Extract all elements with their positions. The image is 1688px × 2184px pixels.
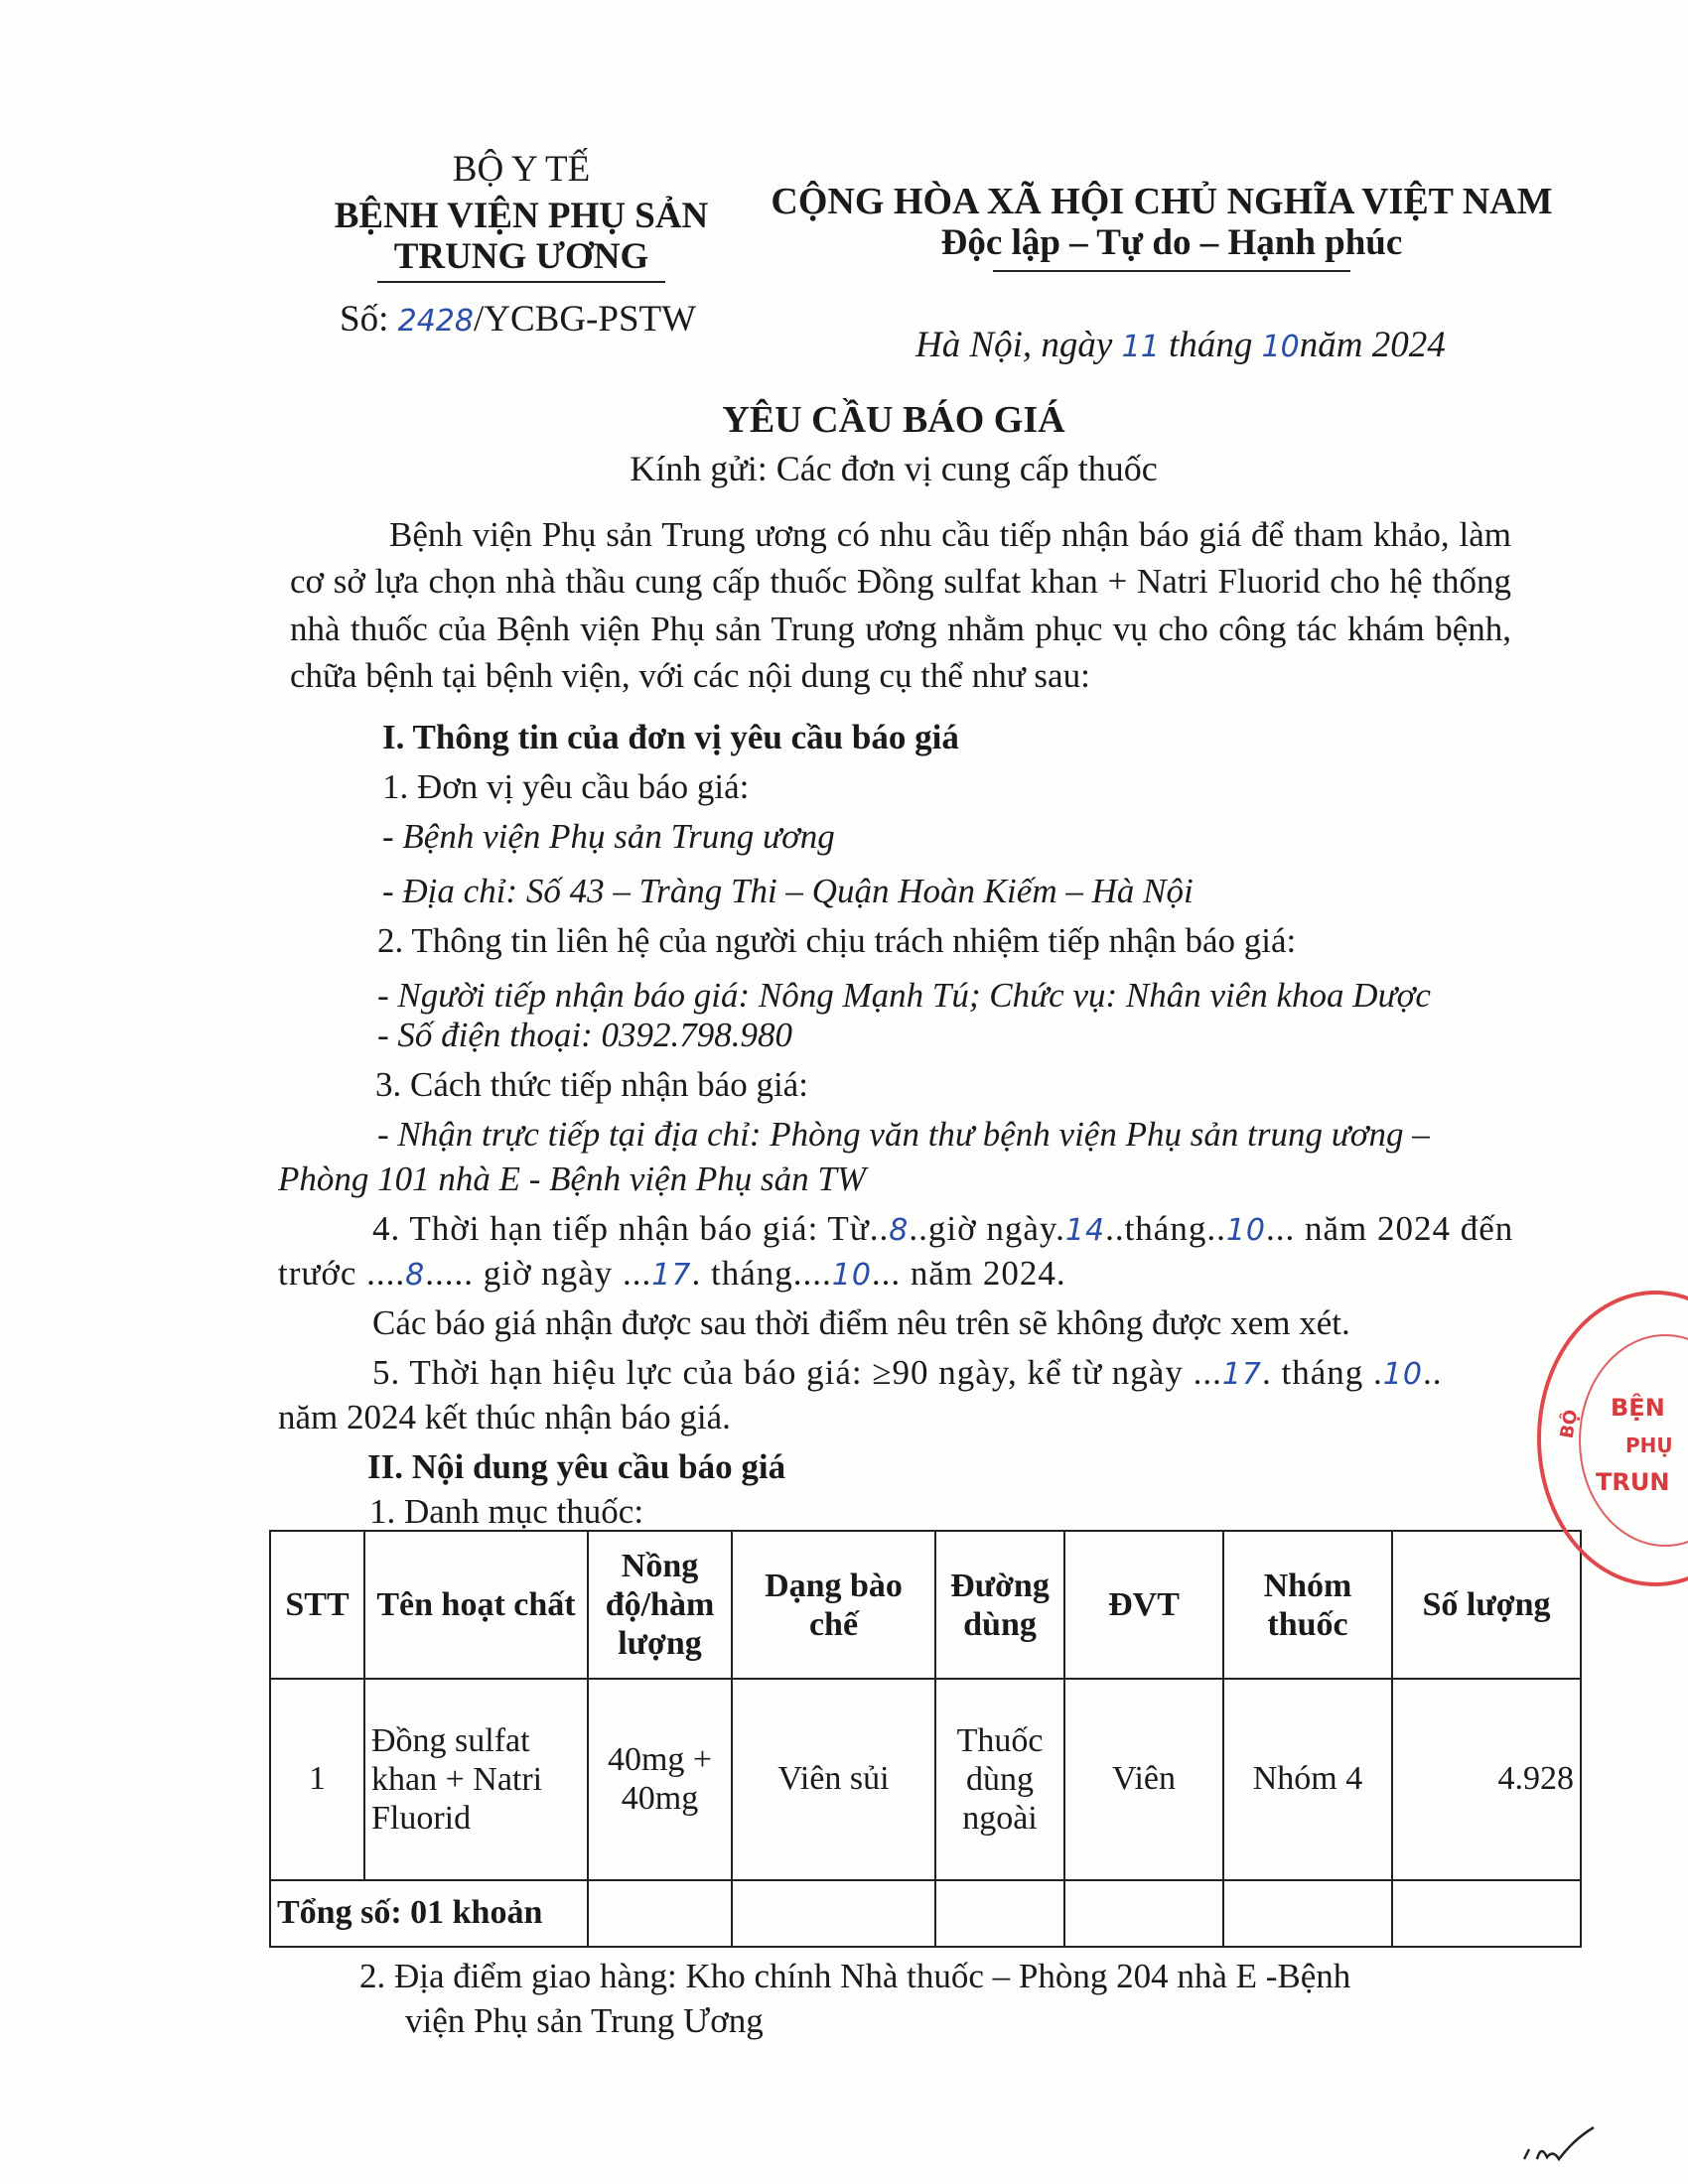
date-day-handwritten: 11 — [1121, 330, 1160, 364]
date-mid: tháng — [1169, 325, 1253, 365]
section1-item5-line1 — [372, 1352, 1442, 1394]
initials-signature — [1519, 2119, 1618, 2169]
ministry-name: BỘ Y TẾ — [452, 149, 591, 190]
header-left-underline — [377, 281, 665, 283]
cell-route: Thuốc dùng ngoài — [935, 1679, 1064, 1879]
number-handwritten: 2428 — [397, 304, 474, 339]
item4-note: Các báo giá nhận được sau thời điểm nêu trên sẽ không được xem xét. — [372, 1303, 1350, 1342]
method-line2: Phòng 101 nhà E - Bệnh viện Phụ sản TW — [278, 1160, 866, 1198]
item4-month2-handwritten: 10 — [831, 1258, 872, 1293]
col-header-route: Đường dùng — [935, 1531, 1064, 1679]
unit-address: - Địa chỉ: Số 43 – Tràng Thi – Quận Hoàn Kiếm – Hà Nội — [382, 872, 1194, 910]
receiver-info: - Người tiếp nhận báo giá: Nông Mạnh Tú; Chức vụ: Nhân viên khoa Dược — [377, 976, 1431, 1015]
number-prefix: Số: — [340, 299, 389, 340]
date-suffix: năm 2024 — [1299, 325, 1446, 365]
cell-empty — [1064, 1880, 1223, 1947]
section1-heading: I. Thông tin của đơn vị yêu cầu báo giá — [382, 718, 959, 756]
item4-day1-handwritten: 14 — [1064, 1213, 1106, 1248]
col-header-dosage-form: Dạng bào chế — [732, 1531, 935, 1679]
stamp-text-line3: TRUN — [1596, 1468, 1670, 1496]
number-suffix: /YCBG-PSTW — [473, 299, 697, 340]
cell-total: Tổng số: 01 khoản — [270, 1880, 588, 1947]
item4-hour2-handwritten: 8 — [405, 1258, 426, 1293]
section1-item4-line1 — [372, 1208, 1513, 1250]
document-title: YÊU CẦU BÁO GIÁ — [722, 399, 1065, 441]
cell-empty — [588, 1880, 732, 1947]
delivery-line1: 2. Địa điểm giao hàng: Kho chính Nhà thuốc – Phòng 204 nhà E -Bệnh — [359, 1957, 1351, 1995]
stamp-text-line2: PHỤ — [1625, 1433, 1673, 1457]
item5-day-handwritten: 17 — [1221, 1357, 1263, 1392]
section1-item1: 1. Đơn vị yêu cầu báo giá: — [382, 767, 750, 806]
receiver-phone: - Số điện thoại: 0392.798.980 — [377, 1016, 793, 1054]
item4-text-c: ..tháng.. — [1105, 1209, 1226, 1248]
item5-month-handwritten: 10 — [1382, 1357, 1423, 1392]
cell-concentration: 40mg + 40mg — [588, 1679, 732, 1879]
cell-empty — [935, 1880, 1064, 1947]
table-row — [270, 1679, 1581, 1879]
item5-text-c: .. — [1422, 1353, 1443, 1392]
cell-empty — [1392, 1880, 1581, 1947]
intro-paragraph: Bệnh viện Phụ sản Trung ương có nhu cầu tiếp nhận báo giá để tham khảo, làm cơ sở lựa chọn nhà thầu cung cấp thuốc Đồng sulfat khan + Natri Fluorid cho hệ thống nhà thuốc của Bệnh viện Phụ sản Trung ương nhằm phục vụ cho công tác khám bệnh, chữa bệnh tại bệnh viện, với các nội dung cụ thể như sau: — [290, 515, 1511, 695]
issue-date — [915, 324, 1446, 367]
delivery-line2: viện Phụ sản Trung Ương — [405, 2001, 764, 2040]
item5-text-a: 5. Thời hạn hiệu lực của báo giá: ≥90 ngày, kể từ ngày ... — [372, 1353, 1222, 1392]
col-header-quantity: Số lượng — [1392, 1531, 1581, 1679]
section1-item3: 3. Cách thức tiếp nhận báo giá: — [375, 1065, 808, 1104]
header-right-underline — [993, 270, 1350, 272]
col-header-active-ingredient: Tên hoạt chất — [364, 1531, 588, 1679]
cell-unit: Viên — [1064, 1679, 1223, 1879]
cell-stt: 1 — [270, 1679, 364, 1879]
drug-table — [269, 1530, 1582, 1948]
item5-text-b: . tháng . — [1262, 1353, 1383, 1392]
hospital-name-line2: TRUNG ƯƠNG — [393, 236, 649, 277]
col-header-concentration: Nồng độ/hàm lượng — [588, 1531, 732, 1679]
item4-day2-handwritten: 17 — [651, 1258, 692, 1293]
country-name: CỘNG HÒA XÃ HỘI CHỦ NGHĨA VIỆT NAM — [771, 181, 1553, 222]
item4-text-d: ... năm 2024 đến — [1266, 1209, 1514, 1248]
item4-hour1-handwritten: 8 — [889, 1213, 910, 1248]
table-header-row — [270, 1531, 1581, 1679]
cell-active-ingredient: Đồng sulfat khan + Natri Fluorid — [364, 1679, 588, 1879]
date-prefix: Hà Nội, ngày — [915, 325, 1113, 365]
item4-text-f: ..... giờ ngày ... — [425, 1254, 652, 1293]
unit-name: - Bệnh viện Phụ sản Trung ương — [382, 817, 835, 856]
item4-text-h: ... năm 2024. — [871, 1254, 1066, 1293]
item4-text-b: ..giờ ngày. — [909, 1209, 1065, 1248]
col-header-drug-group: Nhóm thuốc — [1223, 1531, 1392, 1679]
hospital-name-line1: BỆNH VIỆN PHỤ SẢN — [334, 196, 709, 236]
cell-dosage-form: Viên sủi — [732, 1679, 935, 1879]
national-motto: Độc lập – Tự do – Hạnh phúc — [940, 222, 1403, 263]
stamp-text-side: BỘ — [1556, 1408, 1583, 1440]
date-month-handwritten: 10 — [1261, 330, 1300, 364]
item4-text-e: trước .... — [278, 1254, 406, 1293]
section1-item2: 2. Thông tin liên hệ của người chịu trách nhiệm tiếp nhận báo giá: — [377, 921, 1297, 960]
col-header-unit: ĐVT — [1064, 1531, 1223, 1679]
col-header-stt: STT — [270, 1531, 364, 1679]
section2-item1: 1. Danh mục thuốc: — [369, 1492, 644, 1531]
stamp-text-line1: BỆN — [1611, 1394, 1665, 1422]
item4-text-a: 4. Thời hạn tiếp nhận báo giá: Từ.. — [372, 1209, 890, 1248]
document-number — [340, 298, 696, 341]
cell-drug-group: Nhóm 4 — [1223, 1679, 1392, 1879]
item5-line2: năm 2024 kết thúc nhận báo giá. — [278, 1398, 731, 1436]
recipient-line: Kính gửi: Các đơn vị cung cấp thuốc — [630, 449, 1158, 488]
cell-quantity: 4.928 — [1392, 1679, 1581, 1879]
section2-heading: II. Nội dung yêu cầu báo giá — [367, 1447, 786, 1486]
table-total-row — [270, 1880, 1581, 1947]
cell-empty — [732, 1880, 935, 1947]
section1-item4-line2 — [278, 1253, 1066, 1295]
item4-text-g: . tháng.... — [691, 1254, 832, 1293]
item4-month1-handwritten: 10 — [1225, 1213, 1267, 1248]
cell-empty — [1223, 1880, 1392, 1947]
method-line1: - Nhận trực tiếp tại địa chỉ: Phòng văn thư bệnh viện Phụ sản trung ương – — [377, 1115, 1430, 1154]
